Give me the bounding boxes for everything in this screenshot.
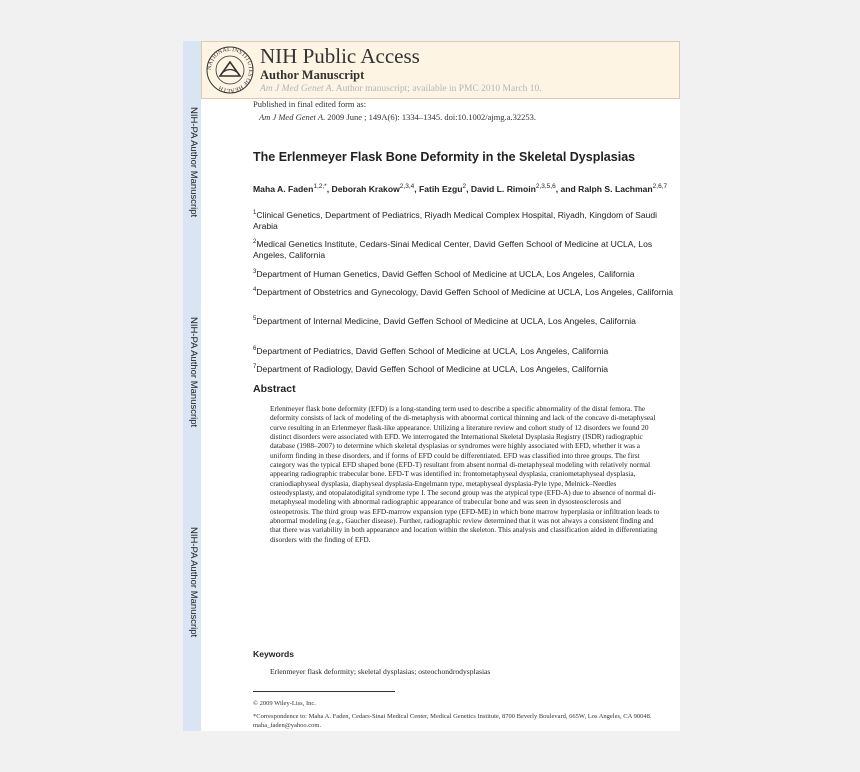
author-affil-ref: 2 [462,183,467,190]
logo-ring-text: NATIONAL INSTITUTES OF HEALTH [206,46,254,94]
nih-public-access-title: NIH Public Access [260,44,420,68]
nih-header [201,41,680,99]
affiliation: $^6$Department of Pediatrics, David Geffen School of Medicine at UCLA, Los Angeles, California [253,345,609,356]
document-page [183,41,680,731]
sidebar-label: NIH-PA Author Manuscript [188,317,199,428]
availability-text: . Author manuscript; available in PMC 2010 March 10. [331,84,542,94]
affiliation: $^4$Department of Obstetrics and Gynecology, David Geffen School of Medicine at UCLA, Los Angeles, California [253,286,674,297]
published-label: Published in final edited form as: [253,99,367,109]
citation-line [259,112,536,122]
nih-sidebar [183,41,201,731]
author-affil-ref: 2,3,5,6 [535,183,556,190]
affiliation: $^5$Department of Internal Medicine, David Geffen School of Medicine at UCLA, Los Angeles, California [253,315,636,326]
keywords-text: Erlenmeyer flask deformity; skeletal dysplasias; osteochondrodysplasias [270,667,491,676]
affiliation: $^3$Department of Human Genetics, David Geffen School of Medicine at UCLA, Los Angeles, California [253,268,635,279]
author-name: David L. Rimoin [470,183,536,194]
sidebar-label: NIH-PA Author Manuscript [188,107,199,218]
article-title: The Erlenmeyer Flask Bone Deformity in the Skeletal Dysplasias [253,150,636,164]
affiliation: $^7$Department of Radiology, David Geffen School of Medicine at UCLA, Los Angeles, California [253,363,609,374]
author-name: Maha A. Faden [253,183,314,194]
author-affil-ref: 2,6,7 [652,183,668,190]
journal-abbrev: Am J Med Genet A [260,84,332,94]
affiliation: $^2$Medical Genetics Institute, Cedars-Sinai Medical Center, David Geffen School of Medicine at UCLA, Los Angeles, California [253,238,653,261]
sidebar-label: NIH-PA Author Manuscript [188,527,199,638]
nih-logo-icon [206,46,254,94]
author-list: Maha A. Faden$^{1,2,*}$, Deborah Krakow$^{2,3,4}$, Fatih Ezgu$^2$, David L. Rimoin$^{2,3,5,6}$, and Ralph S. Lachman$^{2,6,7}$ [253,183,668,194]
author-name: Deborah Krakow [331,183,400,194]
affiliation: $^1$Clinical Genetics, Department of Pediatrics, Riyadh Medical Complex Hospital, Riyadh, Kingdom of Saudi Arabia [253,209,658,232]
correspondence-note: *Correspondence to: Maha A. Faden, Cedars-Sinai Medical Center, Medical Genetics Institute, 8700 Beverly Boulevard, 665W, Los Angeles, CA 90048. maha_faden@yahoo.com. [253,713,652,729]
footnote-divider [253,691,395,692]
journal-availability-line [260,84,542,94]
abstract-heading: Abstract [253,383,296,395]
keywords-heading: Keywords [253,649,295,659]
citation-details: . 2009 June ; 149A(6): 1334–1345. doi:10.1002/ajmg.a.32253. [323,112,537,122]
copyright-note: © 2009 Wiley-Liss, Inc. [253,700,316,707]
author-manuscript-label: Author Manuscript [260,68,365,82]
abstract-text: Erlenmeyer flask bone deformity (EFD) is a long-standing term used to describe a specific abnormality of the distal femora. The deformity consists of lack of modeling of the di-metaphysis with abnormal cortical thinning and lack of the concave di-metaphyseal curve resulting in an Erlenmeyer flask-like appearance. Utilizing a literature review and cohort study of 12 disorders we found 20 distinct disorders were associated with EFD. We interrogated the International Skeletal Dysplasia Registry (ISDR) radiographic database (1988–2007) to determine which skeletal dysplasias or syndromes were highly associated with EFD, whether it was a uniform finding in these disorders, and if forms of EFD could be differentiated. EFD was classified into three groups. The first category was the typical EFD shaped bone (EFD-T) resultant from absent normal di-metaphyseal modeling with relatively normal appearing radiographic trabecular bone. EFD-T was identified in: frontometaphyseal dysplasia, craniometaphyseal dysplasia, craniodiaphyseal dysplasia, diaphyseal dysplasia-Engelmann type, metaphyseal dysplasia-Pyle type, Melnick–Needles osteodysplasty, and otopalatodigital syndrome type I. The second group was the atypical type (EFD-A) due to absence of normal di-metaphyseal modeling with abnormal radiographic appearance of trabecular bone and was seen in dysosteosclerosis and osteopetrosis. The third group was EFD-marrow expansion type (EFD-ME) in which bone marrow hyperplasia or infiltration leads to abnormal modeling (e.g., Gaucher disease). Further, radiographic review determined that it was not always a consistent finding and that there was variability in both appearance and location within the skeleton. This analysis and classification aided in differentiating disorders with the finding of EFD. [270,404,660,544]
author-name: Ralph S. Lachman [578,183,653,194]
author-affil-ref: 2,3,4 [399,183,415,190]
citation-journal: Am J Med Genet A [259,112,324,122]
author-affil-ref: 1,2,* [313,183,327,190]
author-name: Fatih Ezgu [419,183,463,194]
